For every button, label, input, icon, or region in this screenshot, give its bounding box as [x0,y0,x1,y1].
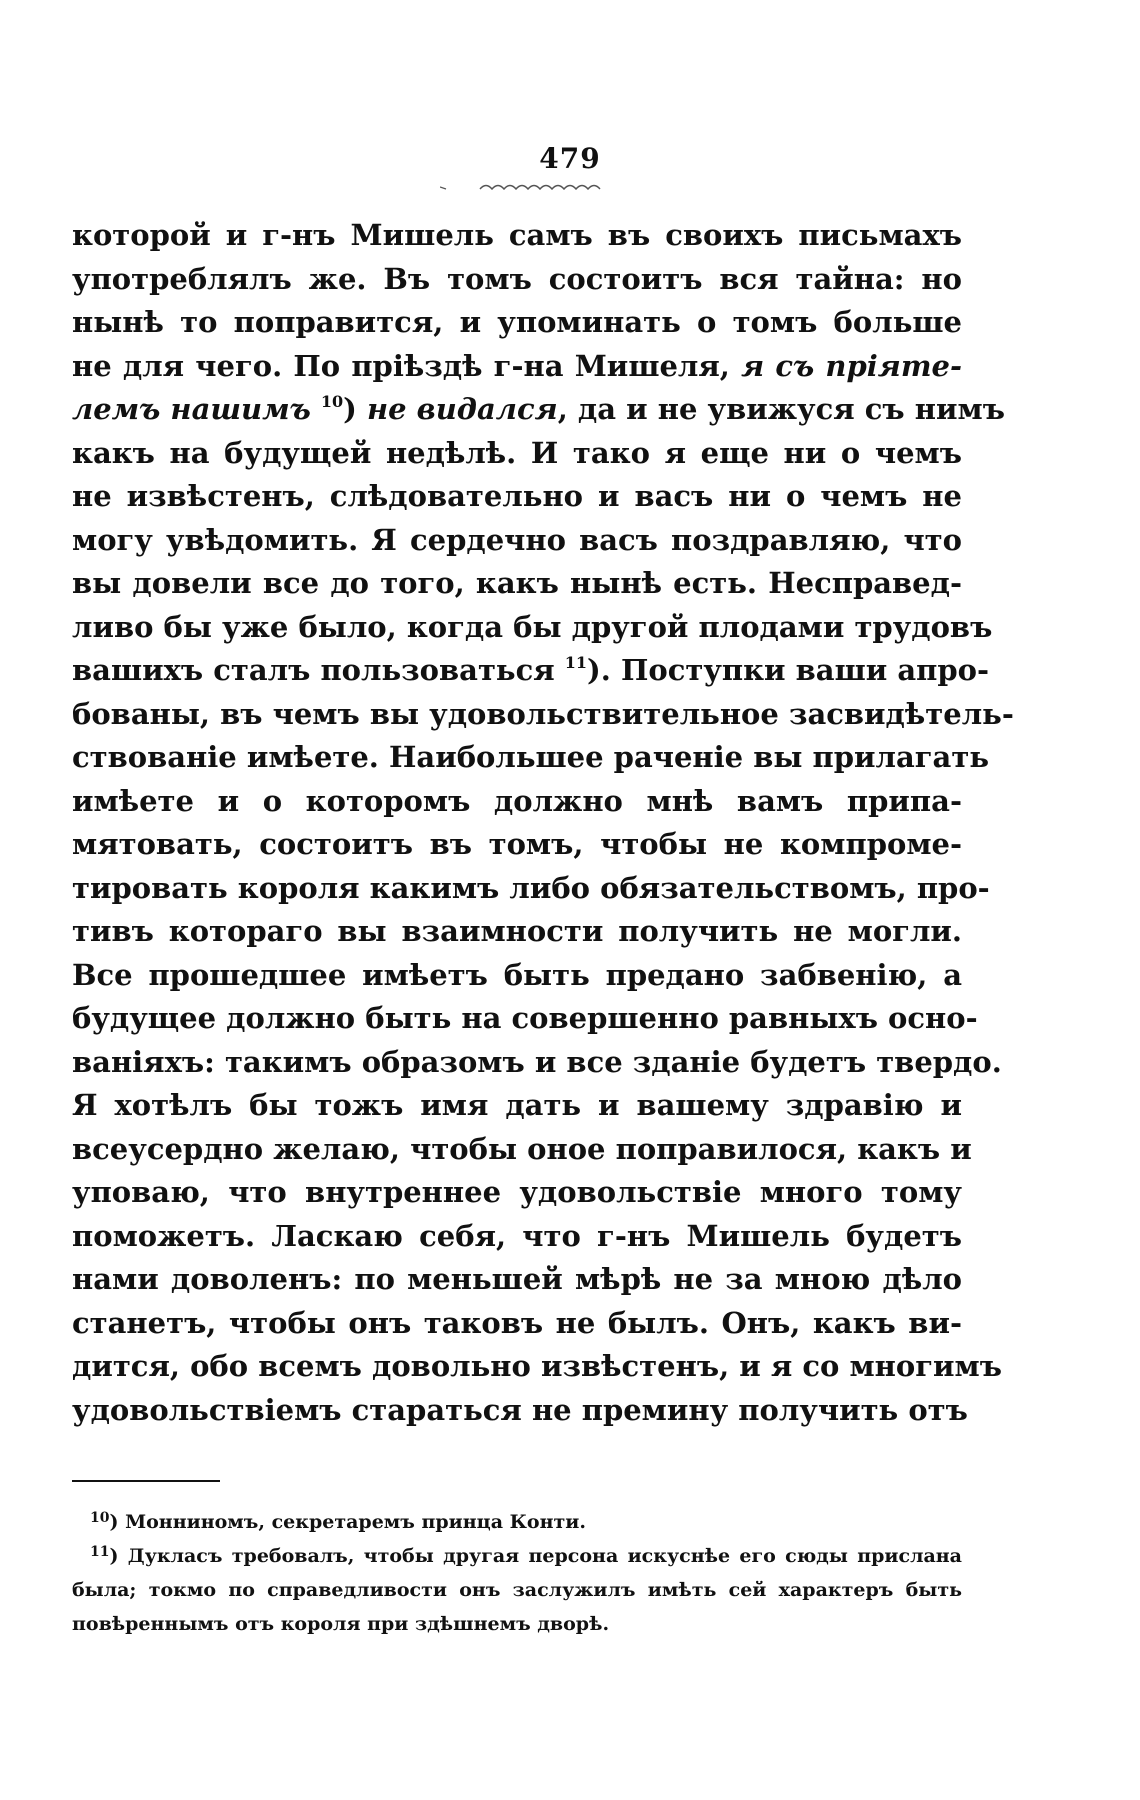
body-line [72,258,962,302]
body-line [72,432,962,476]
text-segment: вашихъ сталъ пользоваться [72,653,565,687]
italic-text: я съ прiяте- [741,348,962,383]
text-segment: ). Поступки ваши апро- [587,653,990,687]
text-segment: мятовать, состоитъ въ томъ, чтобы не компроме- [72,827,962,861]
body-line [72,910,962,954]
footnote-text: была; токмо по справедливости онъ заслужилъ имѣть сей характеръ быть [72,1579,962,1601]
body-line [72,649,990,693]
body-line [72,1215,962,1259]
body-line [72,823,962,867]
body-line [72,1128,972,1172]
text-segment: употреблялъ же. Въ томъ состоитъ вся тайна: но [72,261,962,296]
body-line [72,1302,962,1346]
body-line [72,1171,962,1215]
text-segment: поможетъ. Ласкаю себя, что г-нъ Мишель будетъ [72,1218,962,1253]
text-segment: которой и г-нъ Мишель самъ въ своихъ письмахъ [72,218,962,252]
footnote-reference: 11 [564,653,588,672]
body-line [72,1084,962,1128]
text-segment: нами доволенъ: по меньшей мѣрѣ не за мною дѣло [72,1262,962,1296]
text-segment: станетъ, чтобы онъ таковъ не былъ. Онъ, какъ ви- [72,1305,962,1340]
text-segment: тивъ котораго вы взаимности получить не могли. [72,914,962,948]
footnote-mark: 11 [90,1544,110,1560]
body-line [72,519,962,563]
text-segment: тировать короля какимъ либо обязательствомъ, про- [72,870,990,905]
text-segment: всеусердно желаю, чтобы оное поправилося, какъ и [72,1131,972,1166]
text-segment: ) [343,392,367,426]
body-line [72,997,978,1041]
footnote-text: ) Монниномъ, секретаремъ принца Конти. [109,1511,586,1533]
body-line [72,606,993,650]
body-line [72,693,1014,737]
body-line [72,1258,962,1302]
footnote-line [72,1539,962,1573]
text-segment: дится, обо всемъ довольно извѣстенъ, и я со многимъ [72,1349,1002,1383]
footnote-mark: 10 [90,1510,110,1526]
ornament-divider [440,180,610,194]
text-segment: Я хотѣлъ бы тожъ имя дать и вашему здравiю и [72,1088,962,1122]
body-line [72,736,989,780]
footnote-line [72,1573,962,1607]
body-line [72,345,962,389]
footnote-line [72,1607,962,1641]
body-line [72,954,962,998]
footnote-separator [72,1480,220,1482]
body-line [72,214,962,258]
body-line [72,1389,968,1433]
text-segment: ливо бы уже было, когда бы другой плодами трудовъ [72,609,993,644]
body-line [72,475,962,519]
text-segment: , да и не увижуся съ нимъ [557,392,1005,426]
footnote-text: ) Дукласъ требовалъ, чтобы другая персона искуснѣе его сюды прислана [109,1545,962,1567]
body-line [72,780,962,824]
text-segment: вы довели все до того, какъ нынѣ есть. Несправед- [72,566,962,600]
footnote-line [72,1505,962,1539]
footnotes [72,1505,962,1641]
text-segment: бованы, въ чемъ вы удовольствительное засвидѣтель- [72,696,1014,731]
text-segment: уповаю, что внутреннее удовольствiе много тому [72,1175,962,1209]
body-line [72,301,962,345]
body-line [72,1041,1002,1085]
body-line [72,562,962,606]
text-segment: удовольствiемъ стараться не премину получить отъ [72,1392,968,1427]
text-segment: ванiяхъ: такимъ образомъ и все зданiе будетъ твердо. [72,1044,1002,1079]
text-segment: ствованiе имѣете. Наибольшее раченiе вы прилагать [72,740,989,774]
body-line [72,1345,1002,1389]
italic-text: лемъ нашимъ [72,392,321,426]
text-segment: Все прошедшее имѣетъ быть предано забвенiю, а [72,957,962,992]
text-segment: не извѣстенъ, слѣдовательно и васъ ни о чемъ не [72,479,962,513]
page-number: 479 [539,142,601,175]
footnote-reference: 10 [320,392,344,411]
text-segment: могу увѣдомить. Я сердечно васъ поздравляю, что [72,522,962,557]
footnote-text: повѣреннымъ отъ короля при здѣшнемъ дворѣ. [72,1613,610,1635]
text-segment: имѣете и о которомъ должно мнѣ вамъ припа- [72,783,962,818]
body-line [72,867,990,911]
body-text [72,214,1014,1432]
text-segment: какъ на будущей недѣлѣ. И тако я еще ни о чемъ [72,435,962,470]
text-segment: нынѣ то поправится, и упоминать о томъ больше [72,305,962,339]
text-segment: не для чего. По прiѣздѣ г-на Мишеля, [72,348,742,383]
body-line [72,388,1005,432]
text-segment: будущее должно быть на совершенно равныхъ осно- [72,1001,978,1035]
italic-text: не видался [366,392,558,426]
